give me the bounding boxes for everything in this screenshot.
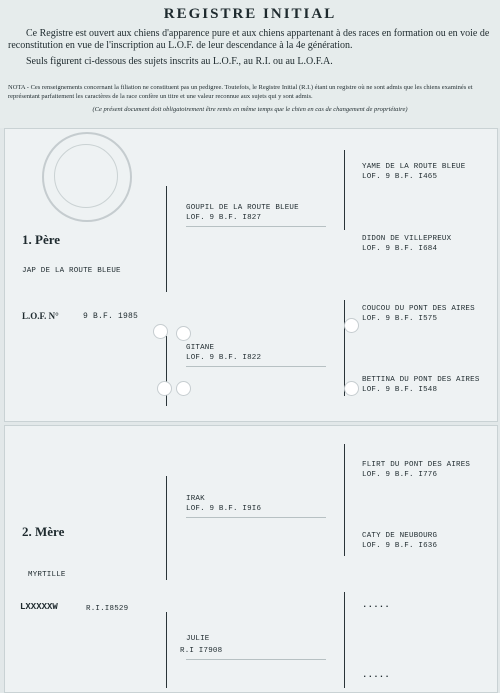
mother-dam-name: JULIE	[186, 635, 210, 643]
mother-gdam-dam-name: .....	[362, 670, 391, 680]
bracket-line	[344, 444, 345, 556]
father-sire-reg: LOF. 9 B.F. I827	[186, 214, 262, 222]
bracket-line	[166, 612, 167, 688]
punch-hole-icon	[344, 381, 359, 396]
father-gdam-dam-name: BETTINA DU PONT DES AIRES	[362, 376, 480, 384]
bracket-line	[166, 186, 167, 292]
father-dam-reg: LOF. 9 B.F. I822	[186, 354, 262, 362]
mother-dam-reg: R.I I7908	[180, 647, 223, 655]
embossed-seal-icon	[42, 132, 132, 222]
punch-hole-icon	[344, 318, 359, 333]
entry-rule	[186, 517, 326, 518]
punch-hole-icon	[176, 381, 191, 396]
mother-gdam-sire-name: .....	[362, 600, 391, 610]
father-lof-number: 9 B.F. 1985	[83, 312, 139, 321]
punch-hole-icon	[157, 381, 172, 396]
bracket-line	[166, 476, 167, 580]
mother-reg: R.I.I8529	[86, 605, 129, 613]
father-dam-name: GITANE	[186, 344, 215, 352]
mother-gsire-dam-name: CATY DE NEUBOURG	[362, 532, 438, 540]
intro-text	[8, 28, 496, 68]
father-gsire-dam-name: DIDON DE VILLEPREUX	[362, 235, 452, 243]
entry-rule	[186, 366, 326, 367]
mother-sire-name: IRAK	[186, 495, 205, 503]
father-gsire-sire-name: YAME DE LA ROUTE BLEUE	[362, 163, 466, 171]
entry-rule	[186, 659, 326, 660]
nota-text: NOTA - Ces renseignements concernant la filiation ne constituent pas un pedigree. Toutefois, le Registre Initial (R.I.) étant un registre où ne sont admis que les chiens examinés et représentant parfaitement les caractères de la race confère un titre et une valeur reconnue aux sujets qui y sont admis.	[8, 84, 473, 100]
mother-gsire-sire-reg: LOF. 9 B.F. I776	[362, 471, 438, 479]
mother-name: MYRTILLE	[28, 571, 66, 579]
father-name: JAP DE LA ROUTE BLEUE	[22, 267, 121, 275]
mother-heading: 2. Mère	[22, 524, 65, 539]
bracket-line	[344, 150, 345, 230]
father-gsire-dam-reg: LOF. 9 B.F. I684	[362, 245, 438, 253]
bracket-line	[344, 592, 345, 688]
punch-hole-icon	[153, 324, 168, 339]
mother-sire-reg: LOF. 9 B.F. I9I6	[186, 505, 262, 513]
entry-rule	[186, 226, 326, 227]
father-gdam-dam-reg: LOF. 9 B.F. I548	[362, 386, 438, 394]
transfer-notice: (Ce présent document doit obligatoirement être remis en même temps que le chien en cas de changement de propriétaire)	[92, 106, 408, 113]
intro-paragraph-1: Ce Registre est ouvert aux chiens d'apparence pure et aux chiens appartenant à des races en formation ou en voie de reconstitution en vue de l'inscription au L.O.F. de leur descendance à la 4e génération.	[8, 28, 490, 51]
mother-gsire-dam-reg: LOF. 9 B.F. I636	[362, 542, 438, 550]
bracket-line	[344, 300, 345, 396]
header	[0, 0, 500, 128]
punch-hole-icon	[176, 326, 191, 341]
father-gsire-sire-reg: LOF. 9 B.F. I465	[362, 173, 438, 181]
father-heading: 1. Père	[22, 232, 61, 247]
mother-gsire-sire-name: FLIRT DU PONT DES AIRES	[362, 461, 471, 469]
father-sire-name: GOUPIL DE LA ROUTE BLEUE	[186, 204, 299, 212]
father-gdam-sire-name: COUCOU DU PONT DES AIRES	[362, 305, 475, 313]
father-lof-label: L.O.F. N°	[22, 311, 59, 321]
father-gdam-sire-reg: LOF. 9 B.F. I575	[362, 315, 438, 323]
page-title: REGISTRE INITIAL	[163, 6, 337, 22]
intro-paragraph-2: Seuls figurent ci-dessous des sujets inscrits au L.O.F., au R.I. ou au L.O.F.A.	[26, 56, 333, 67]
struck-out-text: LXXXXXW	[20, 602, 58, 612]
